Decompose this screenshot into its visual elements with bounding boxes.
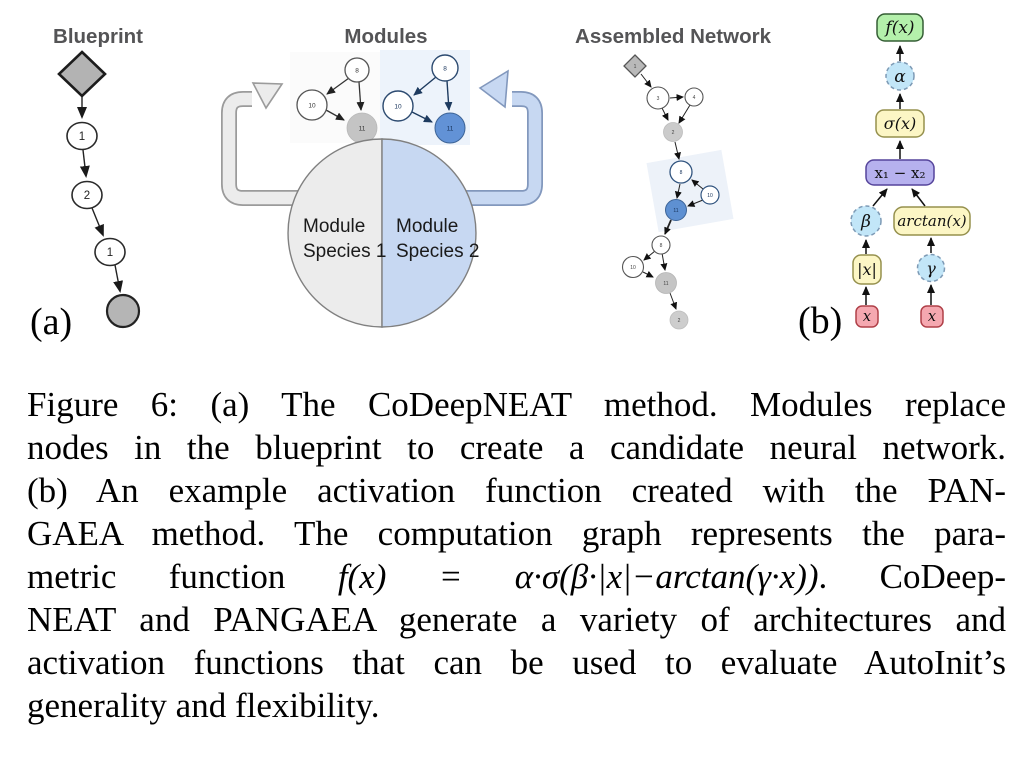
assembled-node-label: 8 (679, 170, 683, 176)
species1-label-line2: Species 1 (303, 241, 387, 262)
edge (644, 251, 655, 260)
input-right-label: x (927, 309, 937, 325)
module2-node-bottom-label: 11 (446, 125, 454, 133)
caption-text: metric function (27, 557, 338, 596)
panel-a-label: (a) (30, 301, 73, 343)
figure-canvas (0, 0, 1023, 370)
caption-text: GAEA method. The computation graph represents the para- (27, 514, 1006, 553)
arrowhead (253, 83, 282, 108)
species2-cycle-arrow (466, 71, 535, 198)
panel-b-label: (b) (798, 300, 843, 342)
caption-formula: f(x) = α·σ(β·|x|−arctan(γ·x)) (337, 557, 819, 596)
species1-label-line1: Module (303, 216, 366, 237)
module-species2-graph (380, 50, 470, 145)
edge (912, 189, 925, 206)
caption-line (27, 383, 1006, 426)
caption-line (27, 512, 1006, 555)
module1-node-bottom-label: 11 (358, 125, 366, 133)
species1-cycle-arrow (229, 83, 298, 198)
assembled-node-label: 10 (707, 193, 713, 199)
caption-line-math (27, 555, 1006, 598)
edge (643, 272, 653, 277)
blueprint-node-1-label: 1 (78, 131, 86, 143)
assembled-node-label: 8 (659, 243, 663, 249)
gamma-node-label: γ (926, 259, 936, 278)
module-species1-graph (290, 52, 382, 143)
edge (873, 189, 887, 206)
modules-title: Modules (344, 25, 428, 48)
assembled-title: Assembled Network (575, 25, 771, 48)
edge (115, 265, 120, 291)
subtract-node-label: x₁ − x₂ (874, 164, 926, 182)
assembled-node-label: 2 (671, 130, 675, 136)
caption-text: nodes in the blueprint to create a candidate neural network. (27, 428, 1006, 467)
assembled-node-label: 11 (673, 208, 679, 214)
assembled-node-label: 3 (656, 96, 660, 102)
blueprint-panel (30, 25, 143, 343)
pangaea-panel (798, 14, 970, 342)
assembled-node-label: 2 (677, 318, 681, 324)
blueprint-output-node (107, 295, 139, 327)
species2-label-line1: Module (396, 216, 459, 237)
abs-node-label: |x| (857, 260, 877, 279)
caption-text: Figure 6: (a) The CoDeepNEAT method. Modules replace (27, 385, 1006, 424)
caption-line (27, 426, 1006, 469)
edge (662, 253, 665, 270)
module2-node-top-label: 8 (443, 65, 447, 73)
caption-text: . CoDeep- (818, 557, 1006, 596)
edge (670, 97, 683, 98)
sigma-node-label: σ(x) (883, 114, 917, 133)
caption-text: NEAT and PANGAEA generate a variety of architectures and (27, 600, 1006, 639)
alpha-node-label: α (894, 67, 906, 87)
assembled-network-panel (575, 25, 772, 329)
caption-line (27, 684, 1006, 727)
edge (641, 74, 651, 87)
assembled-module-highlight (646, 150, 733, 232)
module1-node-mid-label: 10 (308, 102, 316, 110)
edge (670, 293, 676, 309)
caption-line (27, 641, 1006, 684)
blueprint-title: Blueprint (53, 25, 143, 48)
output-node-label: f(x) (885, 18, 915, 38)
figure-caption (27, 383, 1006, 727)
caption-line (27, 469, 1006, 512)
edge (679, 105, 690, 123)
edge (83, 150, 86, 176)
assembled-node-label: 4 (692, 95, 696, 101)
module2-node-mid-label: 10 (394, 103, 402, 111)
module1-node-top-label: 8 (355, 67, 359, 75)
species2-label-line2: Species 2 (396, 241, 480, 262)
caption-text: (b) An example activation function created with the PAN- (27, 471, 1006, 510)
assembled-node-label: 1 (633, 64, 637, 70)
blueprint-node-3-label: 1 (106, 247, 114, 259)
caption-line (27, 598, 1006, 641)
arctan-node-label: arctan(x) (897, 212, 967, 230)
arrowhead (480, 71, 508, 107)
edge (662, 108, 668, 120)
module-species-circle (288, 139, 479, 327)
assembled-node-label: 11 (663, 281, 669, 287)
blueprint-node-2-label: 2 (83, 190, 91, 202)
input-left-label: x (862, 309, 872, 325)
beta-node-label: β (861, 212, 871, 232)
caption-text: generality and flexibility. (27, 686, 380, 725)
blueprint-input-diamond (59, 52, 105, 96)
caption-text: activation functions that can be used to evaluate AutoInit’s (27, 643, 1006, 682)
modules-panel (229, 25, 535, 327)
edge (675, 142, 679, 159)
assembled-node-label: 10 (630, 265, 636, 271)
edge (92, 208, 103, 235)
